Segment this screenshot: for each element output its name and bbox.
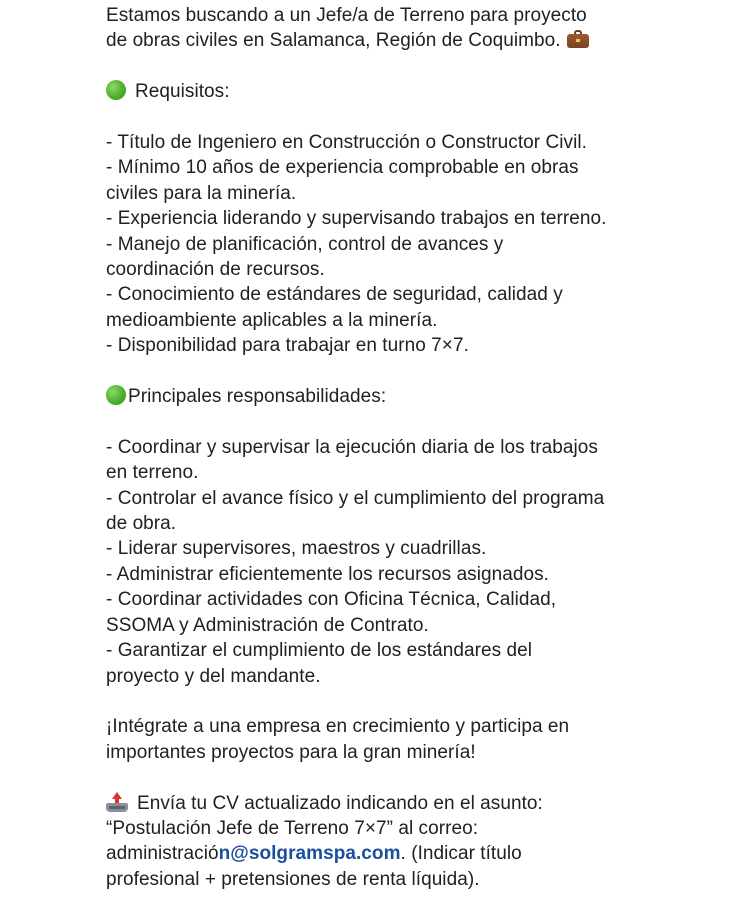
- requisito-line: coordinación de recursos.: [106, 259, 325, 281]
- requisito-line: - Disponibilidad para trabajar en turno 7×7.: [106, 335, 469, 357]
- requisitos-heading-text: Requisitos:: [135, 81, 230, 103]
- email-prefix: administració: [106, 843, 219, 865]
- requisito-line: - Experiencia liderando y supervisando trabajos en terreno.: [106, 208, 607, 230]
- spacer: [106, 765, 726, 790]
- responsabilidad-line: SSOMA y Administración de Contrato.: [106, 614, 429, 636]
- spacer: [106, 54, 726, 79]
- responsabilidad-line: - Liderar supervisores, maestros y cuadrillas.: [106, 538, 487, 560]
- contact-line-1: [106, 791, 726, 816]
- spacer: [106, 689, 726, 714]
- green-circle-icon: [106, 385, 126, 405]
- requisito-line: - Conocimiento de estándares de seguridad, calidad y: [106, 284, 563, 306]
- requisito-line: medioambiente aplicables a la minería.: [106, 309, 438, 331]
- responsabilidad-line: - Garantizar el cumplimiento de los estándares del: [106, 640, 532, 662]
- job-post: [106, 3, 726, 892]
- requisito-line: - Manejo de planificación, control de avances y: [106, 233, 504, 255]
- requisito-line: civiles para la minería.: [106, 182, 297, 204]
- responsabilidad-line: - Coordinar y supervisar la ejecución diaria de los trabajos: [106, 436, 598, 458]
- responsabilidad-line: en terreno.: [106, 462, 199, 484]
- responsabilidad-line: - Coordinar actividades con Oficina Técnica, Calidad,: [106, 589, 557, 611]
- intro-line-2: [106, 28, 726, 53]
- responsabilidad-line: proyecto y del mandante.: [106, 665, 321, 687]
- contact-line-2: “Postulación Jefe de Terreno 7×7” al correo:: [106, 817, 479, 839]
- responsabilidad-line: de obra.: [106, 513, 177, 535]
- responsabilidad-line: - Controlar el avance físico y el cumplimiento del programa: [106, 487, 605, 509]
- responsabilidades-heading-text: Principales responsabilidades:: [128, 386, 387, 408]
- requisito-line: - Mínimo 10 años de experiencia comprobable en obras: [106, 157, 579, 179]
- requisitos-heading: [106, 79, 726, 104]
- green-circle-icon: [106, 80, 126, 100]
- contact-line-4: profesional + pretensiones de renta líquida).: [106, 868, 480, 890]
- spacer: [106, 359, 726, 384]
- email-link[interactable]: n@solgramspa.com: [218, 843, 401, 865]
- outbox-tray-icon: [106, 792, 128, 812]
- spacer: [106, 409, 726, 434]
- closing-line-2: importantes proyectos para la gran minería!: [106, 741, 476, 763]
- contact-line-1-text: Envía tu CV actualizado indicando en el asunto:: [137, 792, 543, 814]
- after-email-text: . (Indicar título: [400, 843, 522, 865]
- requisito-line: - Título de Ingeniero en Construcción o Constructor Civil.: [106, 132, 587, 153]
- intro-line-1: Estamos buscando a un Jefe/a de Terreno para proyecto: [106, 5, 587, 26]
- contact-line-3: [106, 841, 726, 866]
- responsabilidades-heading: [106, 384, 726, 409]
- responsabilidad-line: - Administrar eficientemente los recursos asignados.: [106, 563, 549, 585]
- intro-line-2-text: de obras civiles en Salamanca, Región de Coquimbo.: [106, 30, 561, 52]
- spacer: [106, 105, 726, 130]
- closing-line-1: ¡Intégrate a una empresa en crecimiento y participa en: [106, 716, 570, 738]
- briefcase-icon: [567, 30, 589, 48]
